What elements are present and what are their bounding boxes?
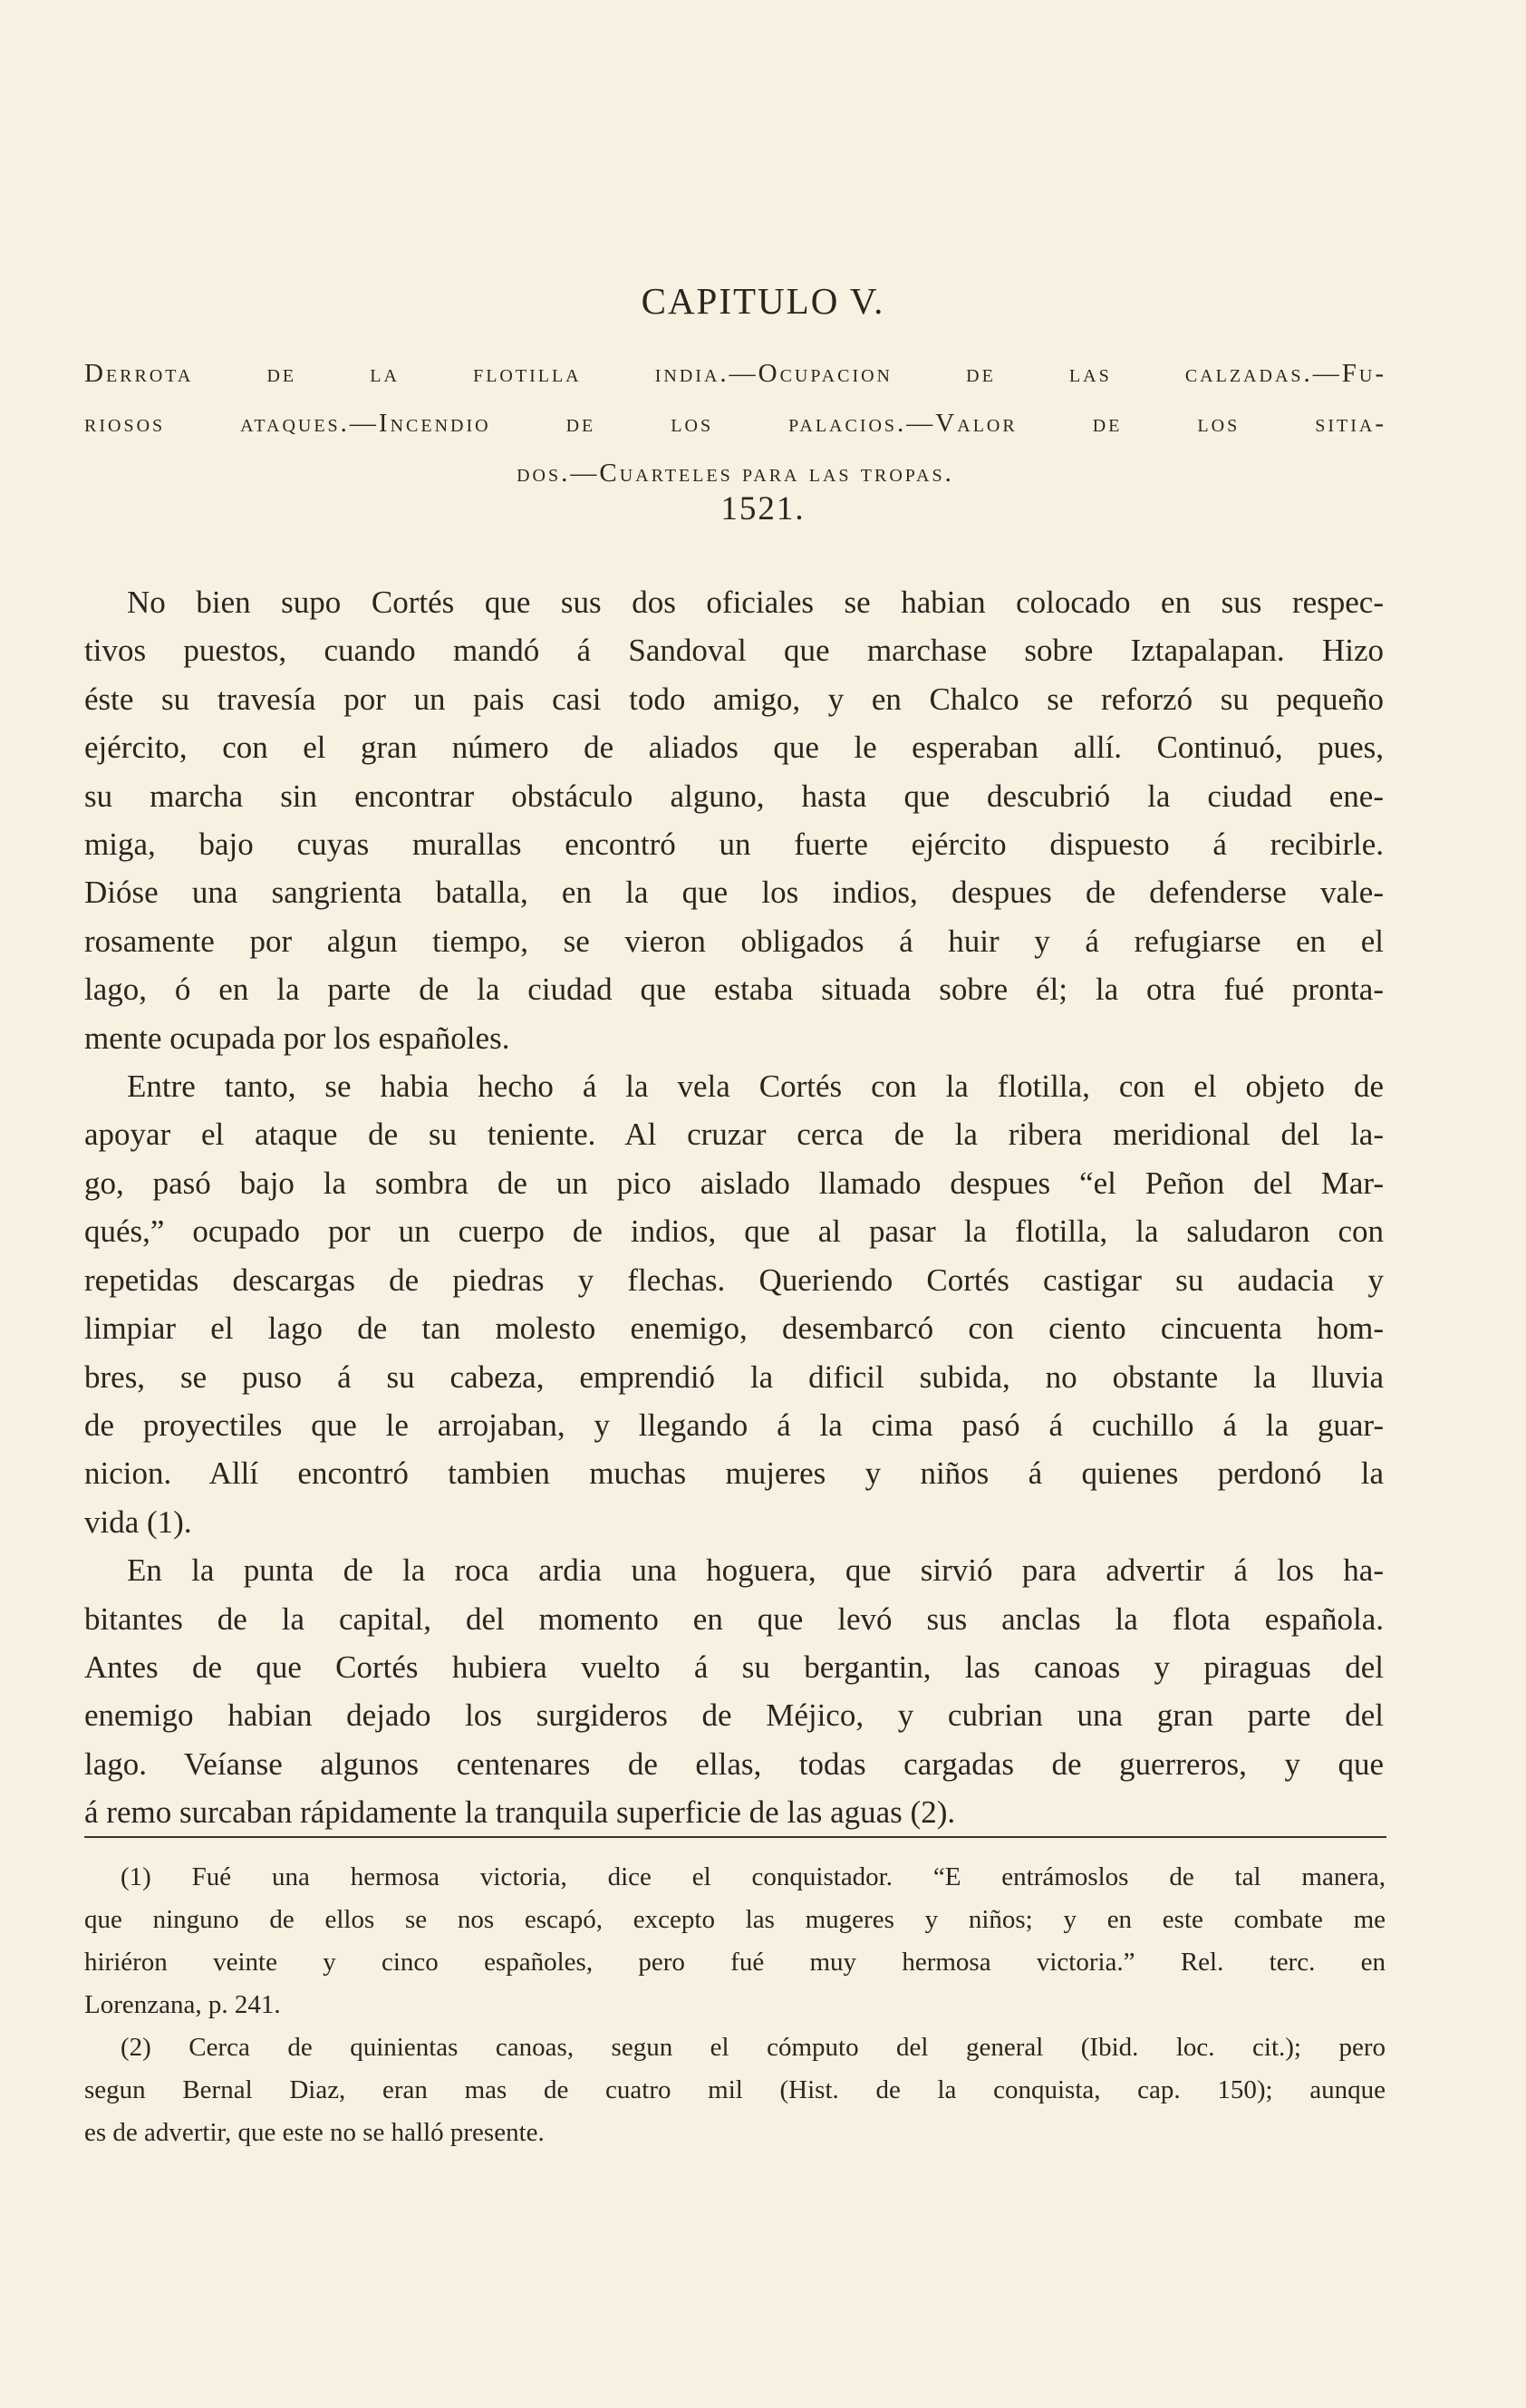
- body-line: enemigo habian dejado los surgideros de Méjico, y cubrian una gran parte del: [84, 1697, 1384, 1734]
- body-line: mente ocupada por los españoles.: [84, 1020, 510, 1056]
- body-line: No bien supo Cortés que sus dos oficiales se habian colocado en sus respec-: [127, 585, 1384, 620]
- body-line: tivos puestos, cuando mandó á Sandoval que marchase sobre Iztapalapan. Hizo: [84, 633, 1384, 669]
- body-line: rosamente por algun tiempo, se vieron obligados á huir y á refugiarse en el: [84, 923, 1384, 959]
- body-line: repetidas descargas de piedras y flechas. Queriendo Cortés castigar su audacia y: [84, 1262, 1384, 1298]
- body-line: Entre tanto, se habia hecho á la vela Cortés con la flotilla, con el objeto de: [127, 1069, 1384, 1105]
- footnote-divider: [84, 1836, 1386, 1838]
- body-line: éste su travesía por un pais casi todo amigo, y en Chalco se reforzó su pequeño: [84, 681, 1384, 717]
- footnote-line: segun Bernal Diaz, eran mas de cuatro mil (Hist. de la conquista, cap. 150); aunque: [84, 2075, 1386, 2104]
- footnotes: [84, 1856, 1386, 2154]
- footnote-line: Lorenzana, p. 241.: [84, 1990, 281, 2019]
- body-line: ejército, con el gran número de aliados que le esperaban allí. Continuó, pues,: [84, 730, 1384, 766]
- body-line: á remo surcaban rápidamente la tranquila superficie de las aguas (2).: [84, 1794, 956, 1831]
- footnote-line: es de advertir, que este no se halló presente.: [84, 2118, 545, 2147]
- body-line: Antes de que Cortés hubiera vuelto á su bergantin, las canoas y piraguas del: [84, 1649, 1384, 1685]
- footnote-line: (1) Fué una hermosa victoria, dice el conquistador. “E entrámoslos de tal manera,: [121, 1862, 1386, 1891]
- summary-line: riosos ataques.—Incendio de los palacios.—Valor de los sitia-: [84, 409, 1386, 438]
- body-line: lago, ó en la parte de la ciudad que estaba situada sobre él; la otra fué pronta-: [84, 972, 1384, 1008]
- body-line: qués,” ocupado por un cuerpo de indios, que al pasar la flotilla, la saludaron con: [84, 1214, 1384, 1250]
- body-line: Dióse una sangrienta batalla, en la que los indios, despues de defenderse vale-: [84, 875, 1384, 911]
- body-line: go, pasó bajo la sombra de un pico aislado llamado despues “el Peñon del Mar-: [84, 1165, 1384, 1201]
- body-line: de proyectiles que le arrojaban, y llegando á la cima pasó á cuchillo á la guar-: [84, 1407, 1384, 1443]
- body-line: lago. Veíanse algunos centenares de ellas, todas cargadas de guerreros, y que: [84, 1746, 1384, 1782]
- footnote-line: (2) Cerca de quinientas canoas, segun el cómputo del general (Ibid. loc. cit.); pero: [121, 2033, 1386, 2062]
- body-line: En la punta de la roca ardia una hoguera, que sirvió para advertir á los ha-: [127, 1552, 1384, 1589]
- chapter-year: 1521.: [720, 490, 806, 527]
- chapter-title: CAPITULO V.: [641, 280, 885, 322]
- body-line: vida (1).: [84, 1504, 192, 1540]
- footnote-line: hiriéron veinte y cinco españoles, pero fué muy hermosa victoria.” Rel. terc. en: [84, 1948, 1386, 1977]
- summary-line: Derrota de la flotilla india.—Ocupacion de las calzadas.—Fu-: [84, 359, 1386, 388]
- body-line: limpiar el lago de tan molesto enemigo, desembarcó con ciento cincuenta hom-: [84, 1310, 1384, 1347]
- body-line: apoyar el ataque de su teniente. Al cruzar cerca de la ribera meridional del la-: [84, 1117, 1384, 1153]
- body-line: nicion. Allí encontró tambien muchas mujeres y niños á quienes perdonó la: [84, 1455, 1384, 1492]
- summary-line: dos.—Cuarteles para las tropas.: [517, 459, 954, 488]
- body-line: miga, bajo cuyas murallas encontró un fuerte ejército dispuesto á recibirle.: [84, 827, 1384, 863]
- chapter-summary: [84, 349, 1386, 498]
- body-text: [84, 578, 1384, 1837]
- body-line: bres, se puso á su cabeza, emprendió la dificil subida, no obstante la lluvia: [84, 1359, 1384, 1395]
- body-line: bitantes de la capital, del momento en que levó sus anclas la flota española.: [84, 1600, 1384, 1637]
- body-line: su marcha sin encontrar obstáculo alguno, hasta que descubrió la ciudad ene-: [84, 778, 1384, 814]
- footnote-line: que ninguno de ellos se nos escapó, excepto las mugeres y niños; y en este combate me: [84, 1905, 1386, 1934]
- bleed-through-text: [72, 73, 1432, 272]
